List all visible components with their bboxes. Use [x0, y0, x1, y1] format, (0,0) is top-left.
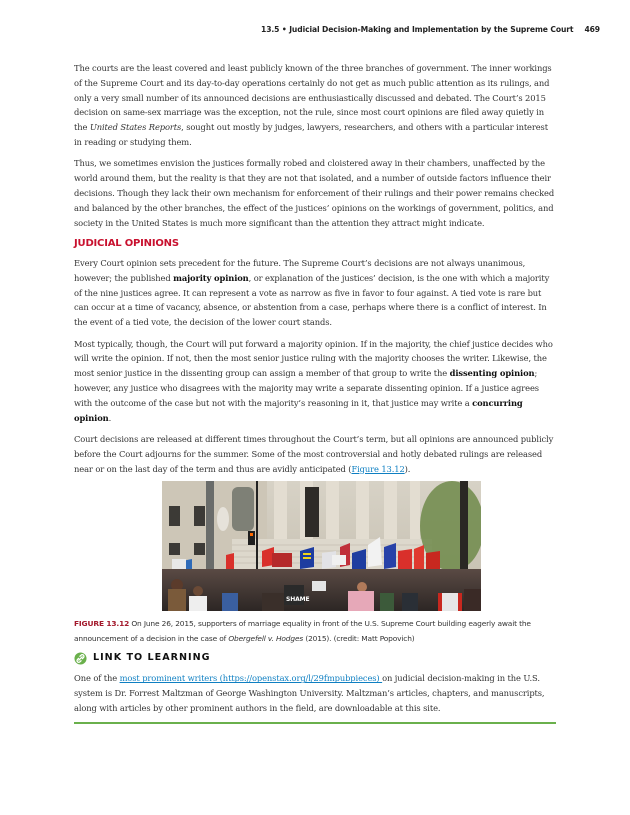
running-header-title: 13.5 • Judicial Decision-Making and Implementation by the Supreme Court [261, 25, 574, 34]
text: ). [404, 463, 411, 474]
text: One of the [74, 673, 120, 684]
key-term-concurring-opinion: concurring opinion [74, 397, 523, 423]
text: , sought out mostly by judges, lawyers, researchers, and others with a particular interest in reading or studying them. [74, 122, 548, 147]
figure-photo-supreme-court-rally [162, 481, 481, 611]
banner [272, 553, 292, 567]
key-term-majority-opinion: majority opinion [173, 272, 249, 283]
doorway [305, 487, 319, 537]
page-number: 469 [584, 25, 600, 34]
paragraph-intro [74, 61, 558, 150]
running-header [0, 25, 600, 34]
text: . [108, 412, 112, 423]
link-to-learning-divider [74, 722, 556, 724]
figure-reference-link[interactable]: Figure 13.12 [351, 463, 405, 474]
publication-title: United States Reports [89, 122, 182, 133]
key-term-dissenting-opinion: dissenting opinion [449, 368, 535, 379]
paragraph-opinion-writing [74, 337, 558, 426]
sign [332, 555, 346, 565]
street-light [232, 487, 254, 531]
text: on judicial decision-making in the U.S. system is Dr. Forrest Maltzman of George Washington University. Maltzman’s articles, chapters, and manuscripts, along with articles by other prominent authors in the field, are downloadable at this site. [74, 673, 545, 713]
link-icon [74, 652, 87, 665]
window [194, 506, 205, 526]
link-to-learning-title: LINK TO LEARNING [93, 651, 211, 663]
statue [217, 507, 229, 531]
paragraph-isolation: Thus, we sometimes envision the justices formally robed and cloistered away in their chambers, unaffected by the world around them, but the reality is that they are not that isolated, and a number of outside factors influence their decisions. Though they lack their own mechanism for enforcement of their rulings and their power remains checked and balanced by the other branches, the effect of the justices’ opinions on the workings of government, politics, and society in the United States is much more significant than the attention they attract might indicate. [74, 158, 555, 228]
page-content [74, 61, 558, 724]
figure-caption [74, 617, 558, 646]
text: On June 26, 2015, supporters of marriage equality in front of the U.S. Supreme Court building eagerly await the announcement of a decision in the case of [74, 619, 531, 643]
paragraph-precedent [74, 256, 558, 330]
text: , or explanation of the justices’ decision, is the one with which a majority of the nine justices agree. It can represent a vote as narrow as five in favor to four against. A tied vote is rare but can occur at a time of vacancy, absence, or abstention from a case, perhaps where there is a conflict of interest. In the event of a tied vote, the decision of the lower court stands. [74, 272, 550, 328]
shame-sign-text: SHAME [286, 596, 310, 604]
window [169, 506, 180, 526]
text: The courts are the least covered and least publicly known of the three branches of government. The inner workings of the Supreme Court and its day-to-day operations certainly do not get as much public attention as its rulings, and only a very small number of its announced decisions are enthusiastically discussed and debated. The Court’s 2015 decision on same-sex marriage was the exception, not the rule, since most court opinions are filed away quietly in the [74, 63, 552, 133]
window [169, 543, 180, 555]
paragraph-release [74, 432, 558, 476]
text: (2015). (credit: Matt Popovich) [303, 633, 415, 643]
person-pink-shirt [348, 591, 374, 611]
text: ; however, any justice who disagrees with the majority may write a separate dissenting opinion. If a justice agrees with the outcome of the case but not with the majority’s reasoning in it, that justice may write a [74, 368, 539, 408]
text: Court decisions are released at different times throughout the Court’s term, but all opinions are announced publicly before the Court adjourns for the summer. Some of the most controversial and hotly debated rulings are released near or on the last day of the term and thus are avidly anticipated ( [74, 433, 554, 474]
photo [162, 481, 481, 611]
link-to-learning-body [74, 671, 558, 715]
openstax-external-link[interactable]: most prominent writers (https://openstax.org/l/29fmpubpieces) [119, 673, 383, 684]
figure-label: FIGURE 13.12 [74, 619, 130, 629]
text: Most typically, though, the Court will put forward a majority opinion. If in the majority, the chief justice decides who will write the opinion. If not, then the most senior justice ruling with the majority chooses the writer. Likewise, the most senior justice in the dissenting group can assign a member of that group to write the [74, 338, 553, 379]
link-to-learning-heading [74, 648, 558, 668]
text: Every Court opinion sets precedent for the future. The Supreme Court’s decisions are not always unanimous, however; the published [74, 257, 526, 283]
case-name: Obergefell v. Hodges [228, 633, 304, 643]
window [194, 543, 205, 555]
section-heading-judicial-opinions: JUDICIAL OPINIONS [74, 237, 179, 249]
